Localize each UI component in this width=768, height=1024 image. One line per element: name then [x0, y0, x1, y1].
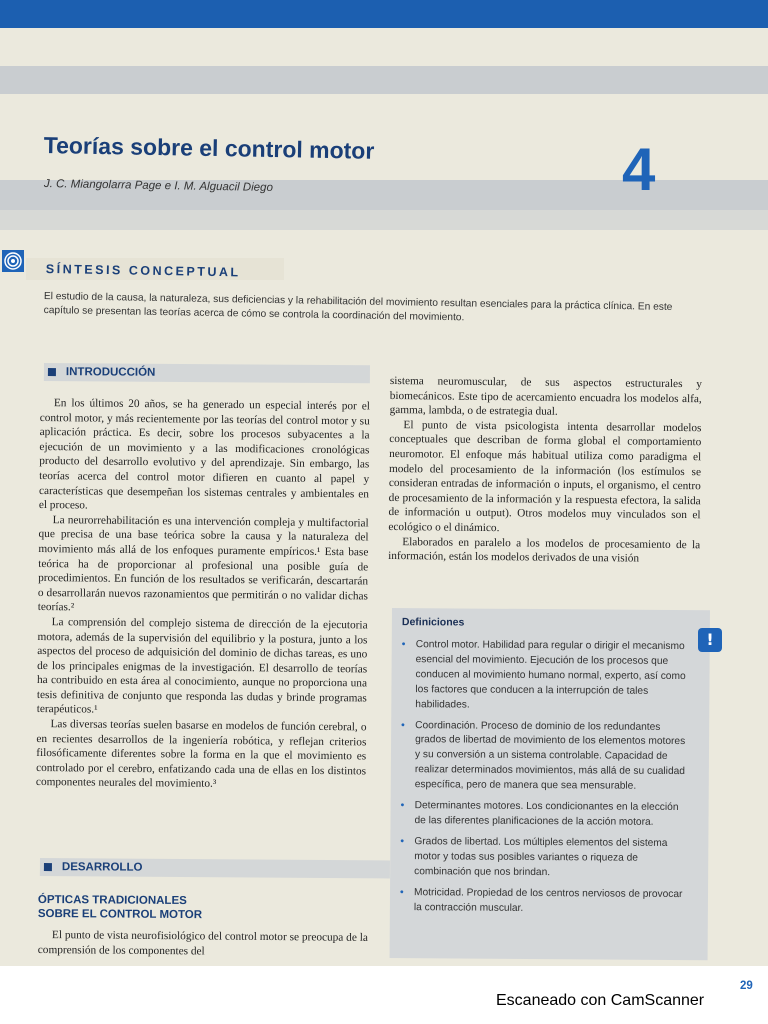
- subheading-line: ÓPTICAS TRADICIONALES: [37, 894, 187, 908]
- col2-paragraph: sistema neuromuscular, de sus aspectos estructurales y biomecánicos. Este tipo de acercamiento encuadra los modelos alfa, gamma, lambda, o de estrategia dual.: [389, 374, 702, 418]
- bullet-icon: •: [401, 719, 405, 731]
- intro-paragraph: En los últimos 20 años, se ha generado un especial interés por el control motor, y más recientemente por las teorías del control motor y su aplicación práctica. Es decir, sobre los procesos subyacentes a la ejecución de un movimiento y a las modificaciones cronológicas producto del desarrollo evolutivo y del aprendizaje. Sin embargo, las teorías acerca del control motor difieren en cuanto al papel y características que desempeñan los sistemas centrales y ambientales en el proceso.: [38, 397, 370, 512]
- definitions-list: [400, 638, 692, 923]
- definition-text: Control motor. Habilidad para regular o dirigir el mecanismo esencial del movimiento. Ejecución de los procesos que conducen al movimiento humano normal, experto, así como los factores que conducen a la interrupción de tales habilidades.: [415, 639, 686, 711]
- exclamation-icon: !: [698, 628, 722, 652]
- scanner-watermark: Escaneado con CamScanner: [496, 992, 705, 1009]
- bullet-icon: •: [400, 800, 405, 812]
- bullet-icon: •: [400, 835, 404, 847]
- chapter-title: Teorías sobre el control motor: [43, 132, 375, 164]
- introduccion-heading-label: INTRODUCCIÓN: [65, 366, 156, 379]
- definition-item: [400, 886, 690, 918]
- col2-paragraph: Elaborados en paralelo a los modelos de procesamiento de la información, están los modelos derivados de una visión: [388, 535, 701, 565]
- definitions-box: [390, 608, 710, 960]
- definition-text: Grados de libertad. Los múltiples elementos del sistema motor y todas sus posibles variantes o riqueza de combinación que nos brindan.: [414, 836, 668, 878]
- introduccion-body: [36, 396, 370, 793]
- definition-item: [401, 719, 692, 796]
- column-two-body: [388, 374, 702, 567]
- intro-paragraph: La comprensión del complejo sistema de dirección de la ejecutoria motora, además de la supervisión del equilibrio y la postura, junto a los aspectos del proceso de adquisición del dominio de dichas tareas, es uno de los principales enigmas de la investigación. El desarrollo de teorías ha contribuido en esta área al conocimiento, aunque no proporciona una tesis definitiva de conjunto que responda las dudas y brinde programas terapéuticos.¹: [36, 616, 368, 717]
- book-page: [0, 28, 768, 992]
- definitions-title: Definiciones: [401, 616, 465, 629]
- page-number: 29: [740, 980, 753, 992]
- bullet-icon: •: [399, 886, 404, 898]
- definition-text: Coordinación. Proceso de dominio de los redundantes grados de libertad de movimiento de los elementos motores y su conversión a un sistema controlable. Capacidad de realizar determinados movimientos, más allá de su cualidad específica, pero de manera que sea mensurable.: [414, 719, 686, 792]
- bullet-icon: •: [401, 639, 406, 651]
- definition-text: Determinantes motores. Los condicionantes en la elección de las diferentes planificaciones de la acción motora.: [414, 800, 679, 828]
- desarrollo-paragraph: El punto de vista neurofisiológico del control motor se preocupa de la comprensión de los componentes del: [37, 929, 368, 958]
- top-blue-edge: [0, 0, 768, 28]
- definition-text: Motricidad. Propiedad de los centros nerviosos de provocar la contracción muscular.: [413, 886, 683, 914]
- desarrollo-heading-label: DESARROLLO: [61, 861, 143, 874]
- chapter-authors: J. C. Miangolarra Page e I. M. Alguacil Diego: [43, 178, 274, 194]
- target-icon: [2, 250, 24, 272]
- definition-item: [400, 799, 690, 831]
- square-bullet-icon: [48, 368, 56, 376]
- synthesis-heading: SÍNTESIS CONCEPTUAL: [45, 262, 241, 280]
- desarrollo-heading: [40, 858, 390, 878]
- synthesis-text: El estudio de la causa, la naturaleza, sus deficiencias y la rehabilitación del movimiento resultan esenciales para la práctica clínica. En este capítulo se presentan las teorías acerca de cómo se controla la coordinación del movimiento.: [43, 290, 673, 324]
- square-bullet-icon: [44, 863, 52, 871]
- definition-item: [401, 638, 692, 715]
- desarrollo-subheading: [38, 893, 202, 922]
- introduccion-heading: [44, 363, 370, 383]
- chapter-number: 4: [622, 136, 656, 203]
- header-band-shade: [0, 210, 768, 230]
- intro-paragraph: La neurorrehabilitación es una intervención compleja y multifactorial que precisa de una base teórica sobre la causa y la naturaleza del movimiento más allá de los enfoques puramente empíricos.¹ Esta base teórica ha de proporcionar al profesional una posible guía de procedimientos. En función de los resultados se verificarán, descartarán o desarrollarán nuevos razonamientos que permitirán o no validar dichas teorías.²: [37, 513, 369, 614]
- header-band-top: [0, 66, 768, 94]
- definition-item: [400, 835, 690, 882]
- col2-paragraph: El punto de vista psicologista intenta desarrollar modelos conceptuales que describan de forma global el comportamiento neuromotor. El enfoque más habitual utiliza como paradigma el modelo del procesamiento de la información (los estímulos se consideran entradas de información o inputs, el organismo, el centro de procesamiento de la información y la respuesta efectora, la salida de información u output). Otros modelos muy vinculados son el ecológico o el dinámico.: [388, 418, 702, 535]
- subheading-line: SOBRE EL CONTROL MOTOR: [37, 907, 203, 922]
- intro-paragraph: Las diversas teorías suelen basarse en modelos de función cerebral, o en recientes desarrollos de la ingeniería robótica, y reflejan criterios filosóficamente diferentes sobre la forma en la que el movimiento es controlado por el cerebro, enfatizando cada una de ellas en los distintos componentes neurales del movimiento.³: [35, 718, 367, 791]
- desarrollo-body: [38, 928, 368, 960]
